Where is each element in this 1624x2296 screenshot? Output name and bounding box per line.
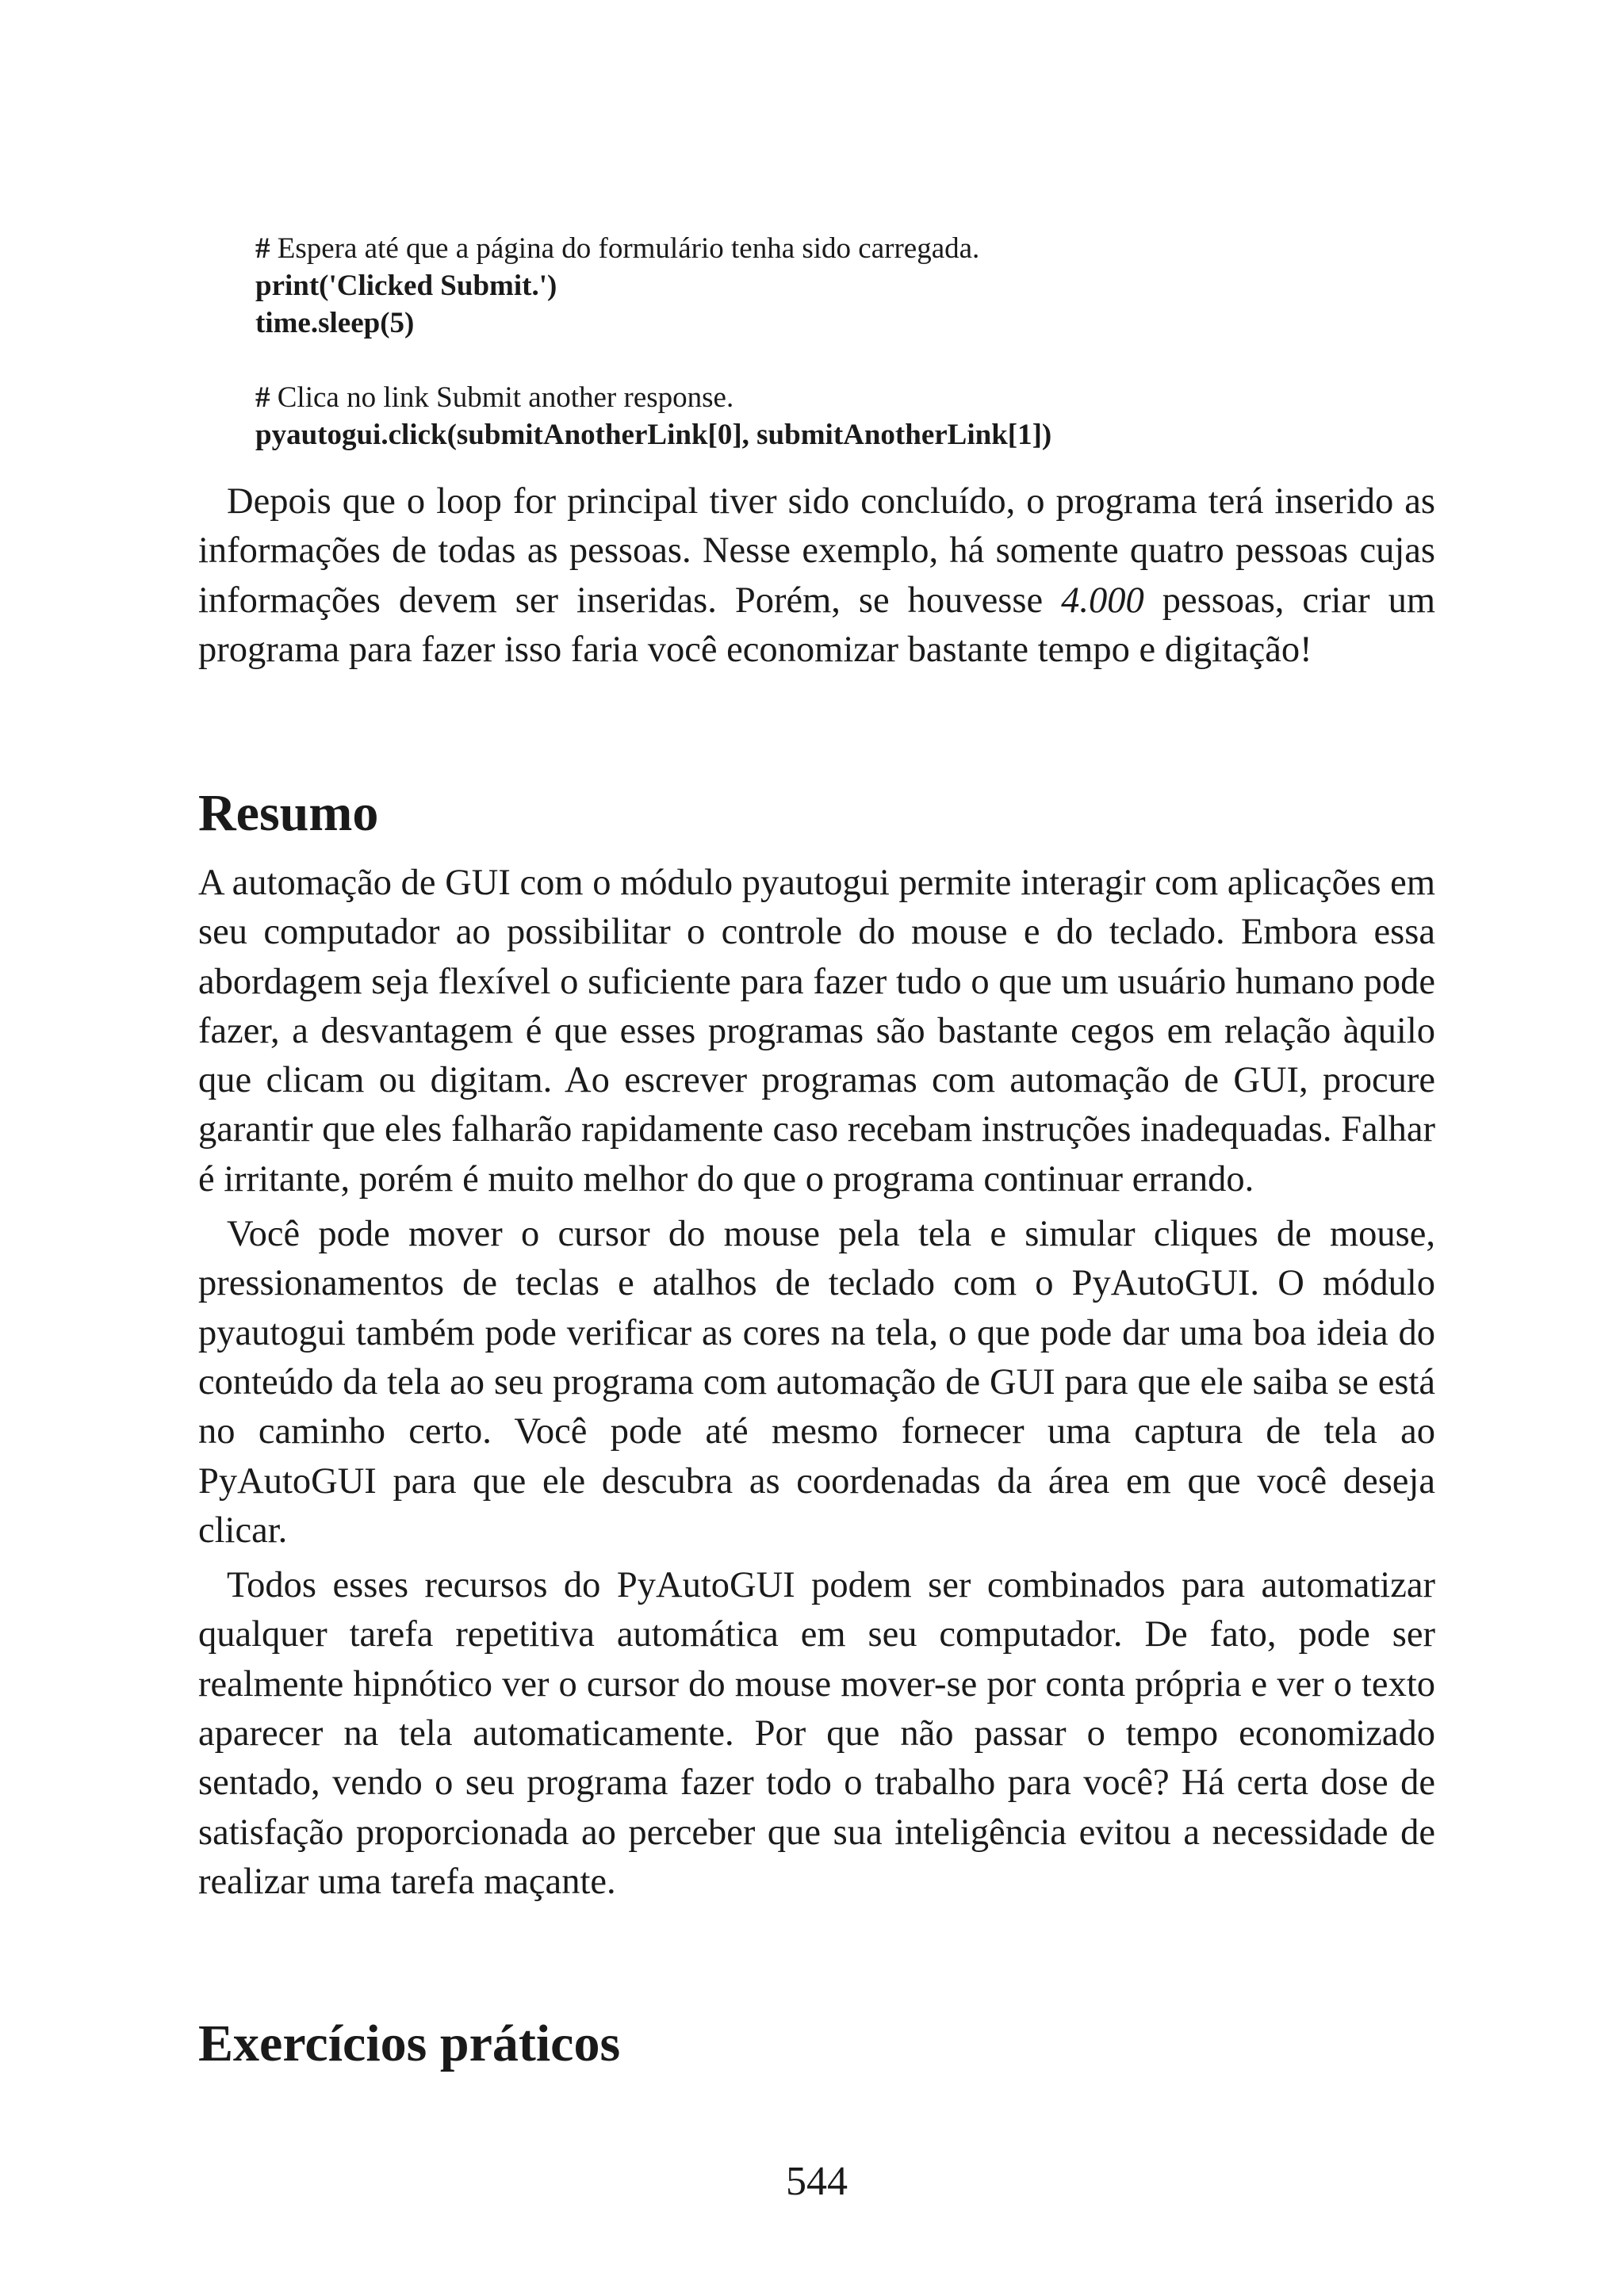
exercises-heading: Exercícios práticos (198, 2015, 621, 2072)
code-comment-click (255, 379, 1429, 416)
summary-heading: Resumo (198, 784, 379, 842)
comment-text: Clica no link Submit another response. (270, 381, 734, 414)
intro-emphasis: 4.000 (1061, 580, 1144, 621)
code-sleep-statement: time.sleep(5) (255, 307, 415, 339)
summary-paragraph-3: Todos esses recursos do PyAutoGUI podem ser combinados para automatizar qualquer tarefa repetitiva automática em seu computador. De fato, pode ser realmente hipnótico ver o cursor do mouse mover-se por conta própria e ver o texto aparecer na tela automaticamente. Por que não passar o tempo economizado sentado, vendo o seu programa fazer todo o trabalho para você? Há certa dose de satisfação proporcionada ao perceber que sua inteligência evitou a necessidade de realizar uma tarefa maçante. (198, 1565, 1435, 1902)
comment-hash: # (255, 381, 270, 414)
code-listing (255, 230, 1429, 453)
intro-text-before: Depois que o loop for principal tiver sido concluído, o programa terá inserido as informações de todas as pessoas. Nesse exemplo, há somente quatro pessoas cujas informações devem ser inseridas. Porém, se houvesse (198, 481, 1435, 621)
intro-text-after: pessoas, criar um programa para fazer isso faria você economizar bastante tempo e digitação! (198, 580, 1435, 670)
comment-hash: # (255, 232, 270, 265)
code-print-statement: print('Clicked Submit.') (255, 270, 557, 302)
code-click-statement: pyautogui.click(submitAnotherLink[0], submitAnotherLink[1]) (255, 419, 1052, 451)
summary-paragraph-1: A automação de GUI com o módulo pyautogui permite interagir com aplicações em seu computador ao possibilitar o controle do mouse e do teclado. Embora essa abordagem seja flexível o suficiente para fazer tudo o que um usuário humano pode fazer, a desvantagem é que esses programas são bastante cegos em relação àquilo que clicam ou digitam. Ao escrever programas com automação de GUI, procure garantir que eles falharão rapidamente caso recebam instruções inadequadas. Falhar é irritante, porém é muito melhor do que o programa continuar errando. (198, 863, 1435, 1200)
summary-paragraph-2: Você pode mover o cursor do mouse pela tela e simular cliques de mouse, pressionamentos de teclas e atalhos de teclado com o PyAutoGUI. O módulo pyautogui também pode verificar as cores na tela, o que pode dar uma boa ideia do conteúdo da tela ao seu programa com automação de GUI para que ele saiba se está no caminho certo. Você pode até mesmo fornecer uma captura de tela ao PyAutoGUI para que ele descubra as coordenadas da área em que você deseja clicar. (198, 1214, 1435, 1551)
intro-text (198, 477, 1435, 675)
book-page (198, 0, 1435, 2296)
intro-paragraph (198, 477, 1435, 675)
code-blank-line (255, 342, 1429, 379)
comment-text: Espera até que a página do formulário tenha sido carregada. (270, 232, 980, 265)
page-number: 544 (786, 2159, 848, 2204)
summary-body (198, 859, 1435, 1907)
code-comment-wait (255, 230, 1429, 267)
